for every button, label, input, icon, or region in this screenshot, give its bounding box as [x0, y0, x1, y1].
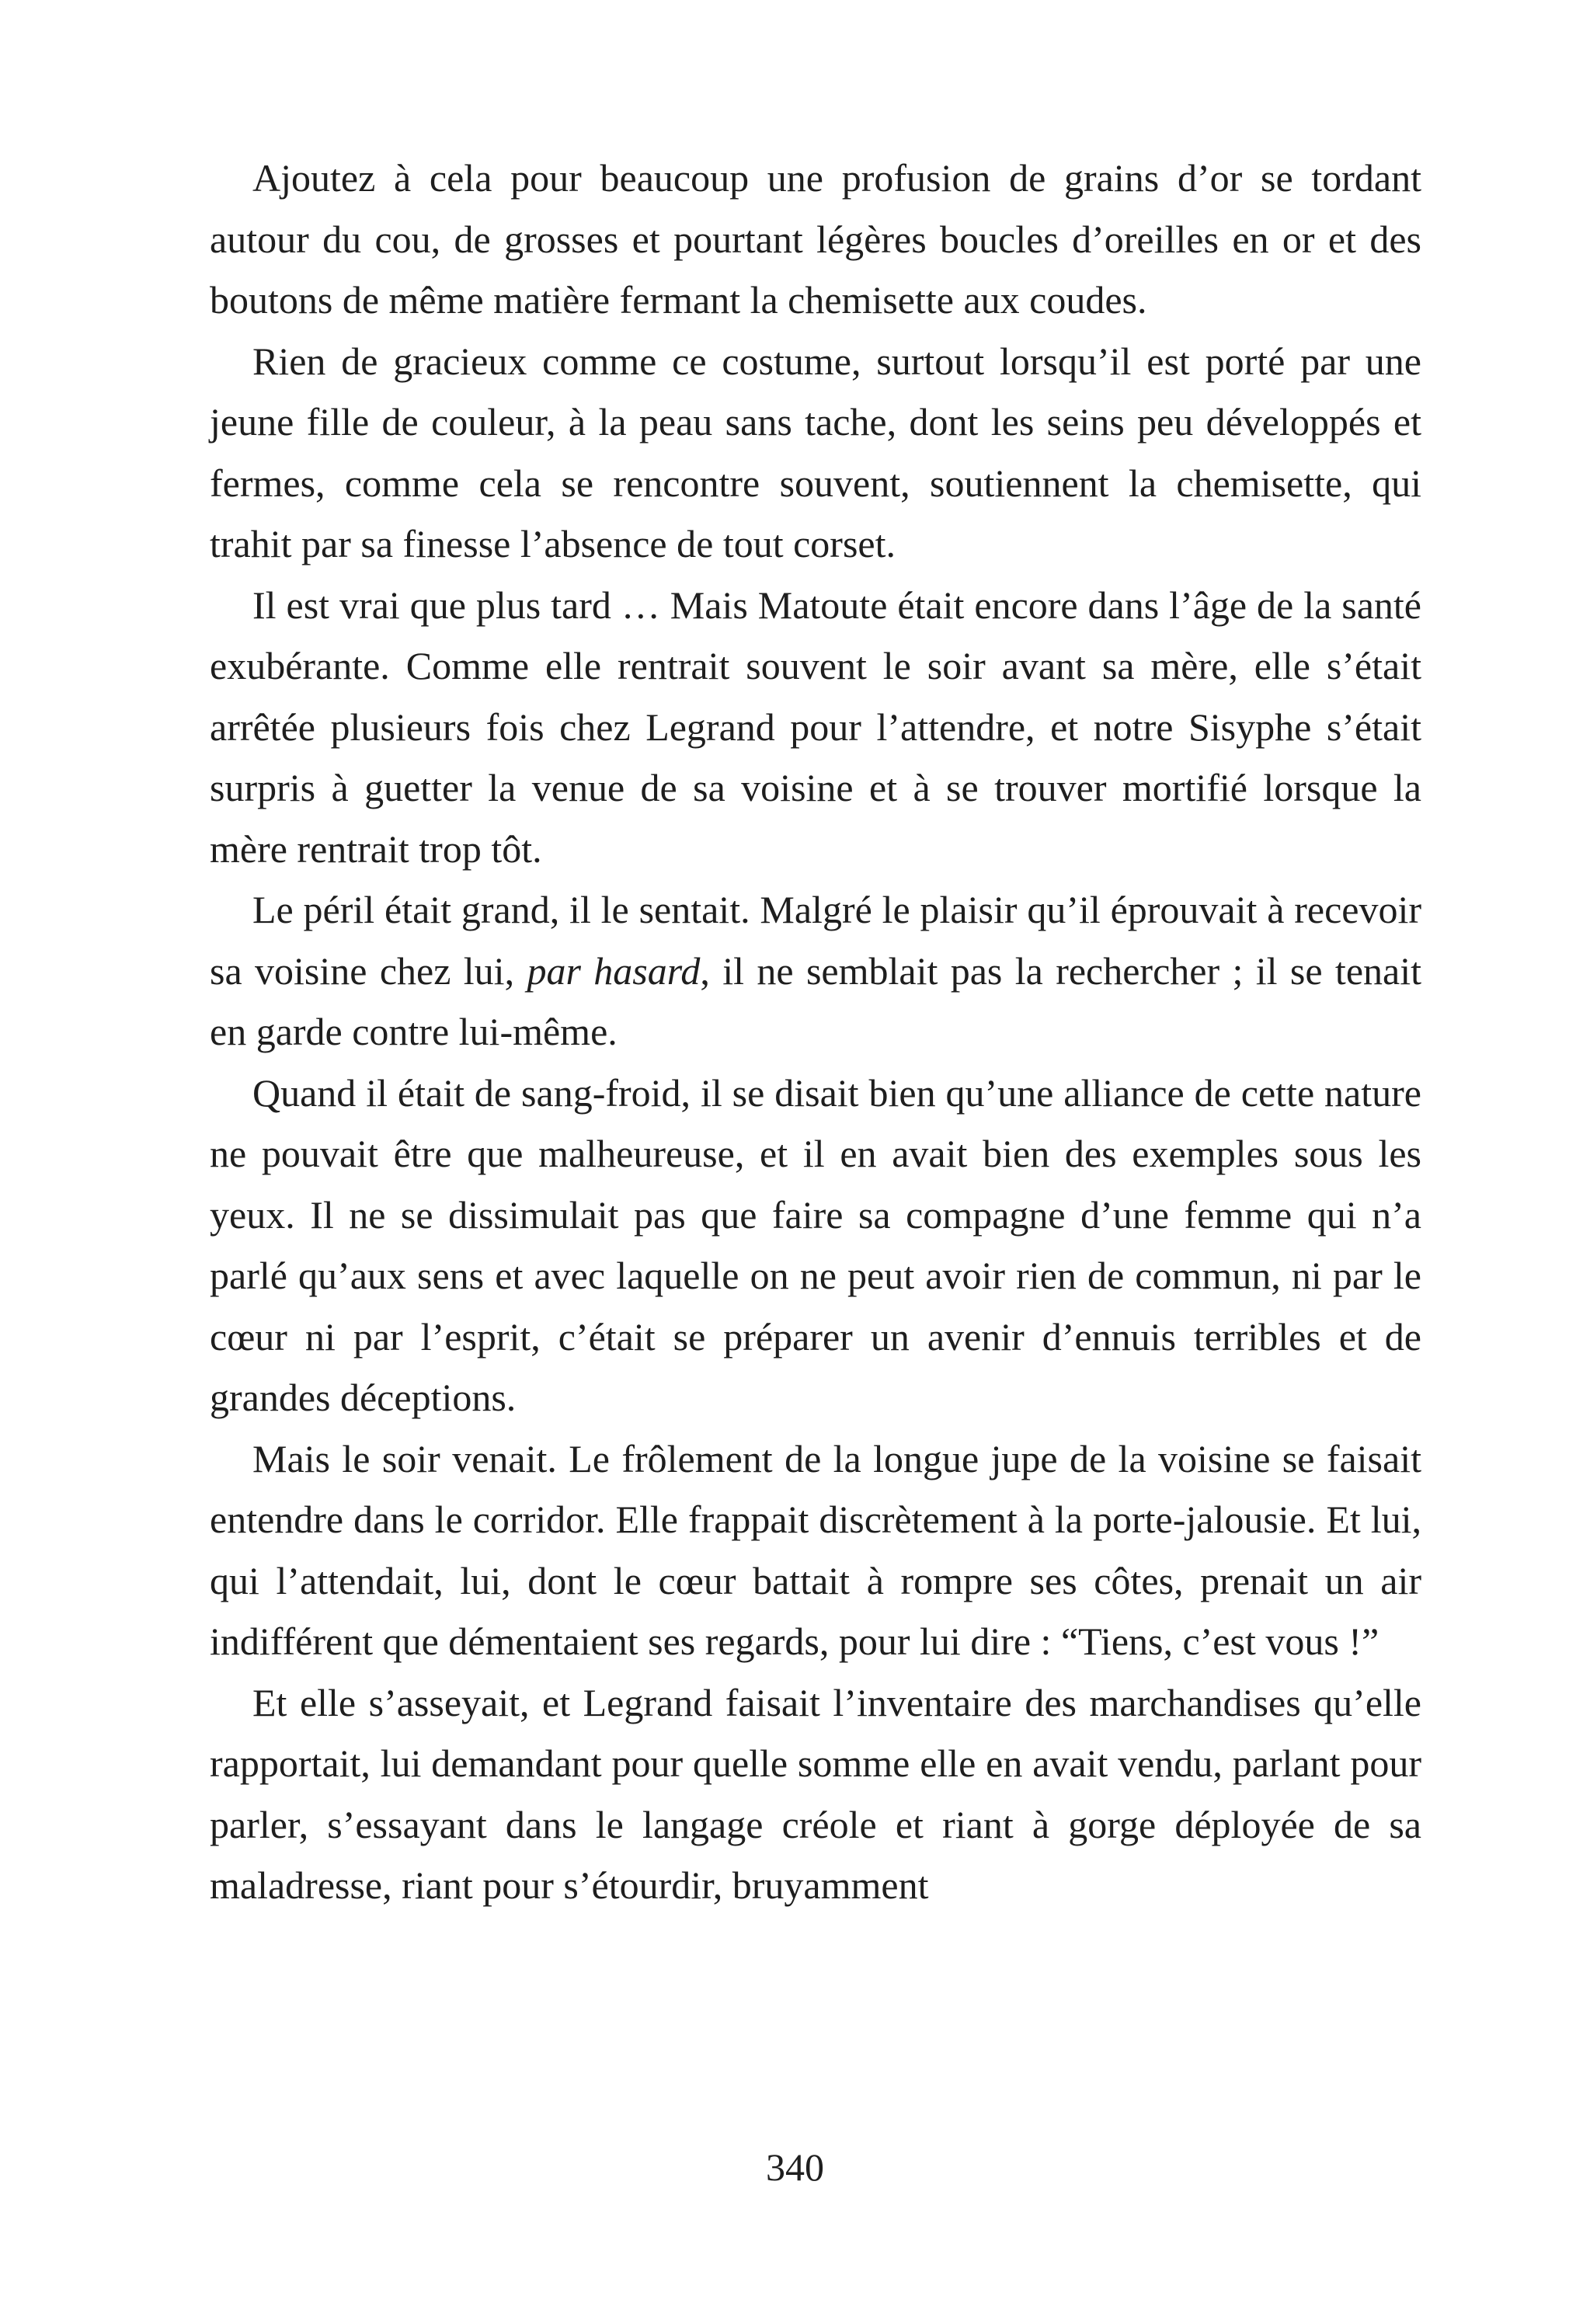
- paragraph: Mais le soir venait. Le frôlement de la longue jupe de la voisine se faisait entendre dans le corridor. Elle frappait discrètement à la porte-jalousie. Et lui, qui l’attendait, lui, dont le cœur battait à rompre ses côtes, prenait un air indifférent que démentaient ses regards, pour lui dire : “Tiens, c’est vous !”: [210, 1436, 1421, 1663]
- paragraph: [210, 879, 1421, 1063]
- paragraph: Ajoutez à cela pour beaucoup une profusion de grains d’or se tordant autour du cou, de grosses et pourtant légères boucles d’oreilles en or et des boutons de même matière fermant la chemisette aux coudes.: [210, 156, 1421, 322]
- paragraph: Rien de gracieux comme ce costume, surtout lorsqu’il est porté par une jeune fille de couleur, à la peau sans tache, dont les seins peu développés et fermes, comme cela se rencontre souvent, soutiennent la chemisette, qui trahit par sa finesse l’absence de tout corset.: [210, 339, 1421, 565]
- paragraph: Il est vrai que plus tard … Mais Matoute était encore dans l’âge de la santé exubérante. Comme elle rentrait souvent le soir avant sa mère, elle s’était arrêtée plusieurs fois chez Legrand pour l’attendre, et notre Sisyphe s’était surpris à guetter la venue de sa voisine et à se trouver mortifié lorsque la mère rentrait trop tôt.: [210, 583, 1421, 871]
- page-number: 340: [766, 2145, 824, 2189]
- page-body: [210, 148, 1421, 2167]
- paragraph: Quand il était de sang-froid, il se disait bien qu’une alliance de cette nature ne pouvait être que malheureuse, et il en avait bien des exemples sous les yeux. Il ne se dissimulait pas que faire sa compagne d’une femme qui n’a parlé qu’aux sens et avec laquelle on ne peut avoir rien de commun, ni par le cœur ni par l’esprit, c’était se préparer un avenir d’ennuis terribles et de grandes déceptions.: [210, 1070, 1421, 1419]
- paragraph: Et elle s’asseyait, et Legrand faisait l’inventaire des marchandises qu’elle rapportait, lui demandant pour quelle somme elle en avait vendu, parlant pour parler, s’essayant dans le langage créole et riant à gorge déployée de sa maladresse, riant pour s’étourdir, bruyamment: [210, 1680, 1421, 1907]
- paragraph-text: Le péril était grand, il le sentait. Malgré le plaisir qu’il éprouvait à recevoir sa voisine chez lui,: [210, 888, 1421, 993]
- paragraph-text: , il ne semblait pas la rechercher ; il se tenait en garde contre lui-même.: [210, 948, 1421, 1053]
- italic-emphasis: par hasard: [527, 948, 701, 993]
